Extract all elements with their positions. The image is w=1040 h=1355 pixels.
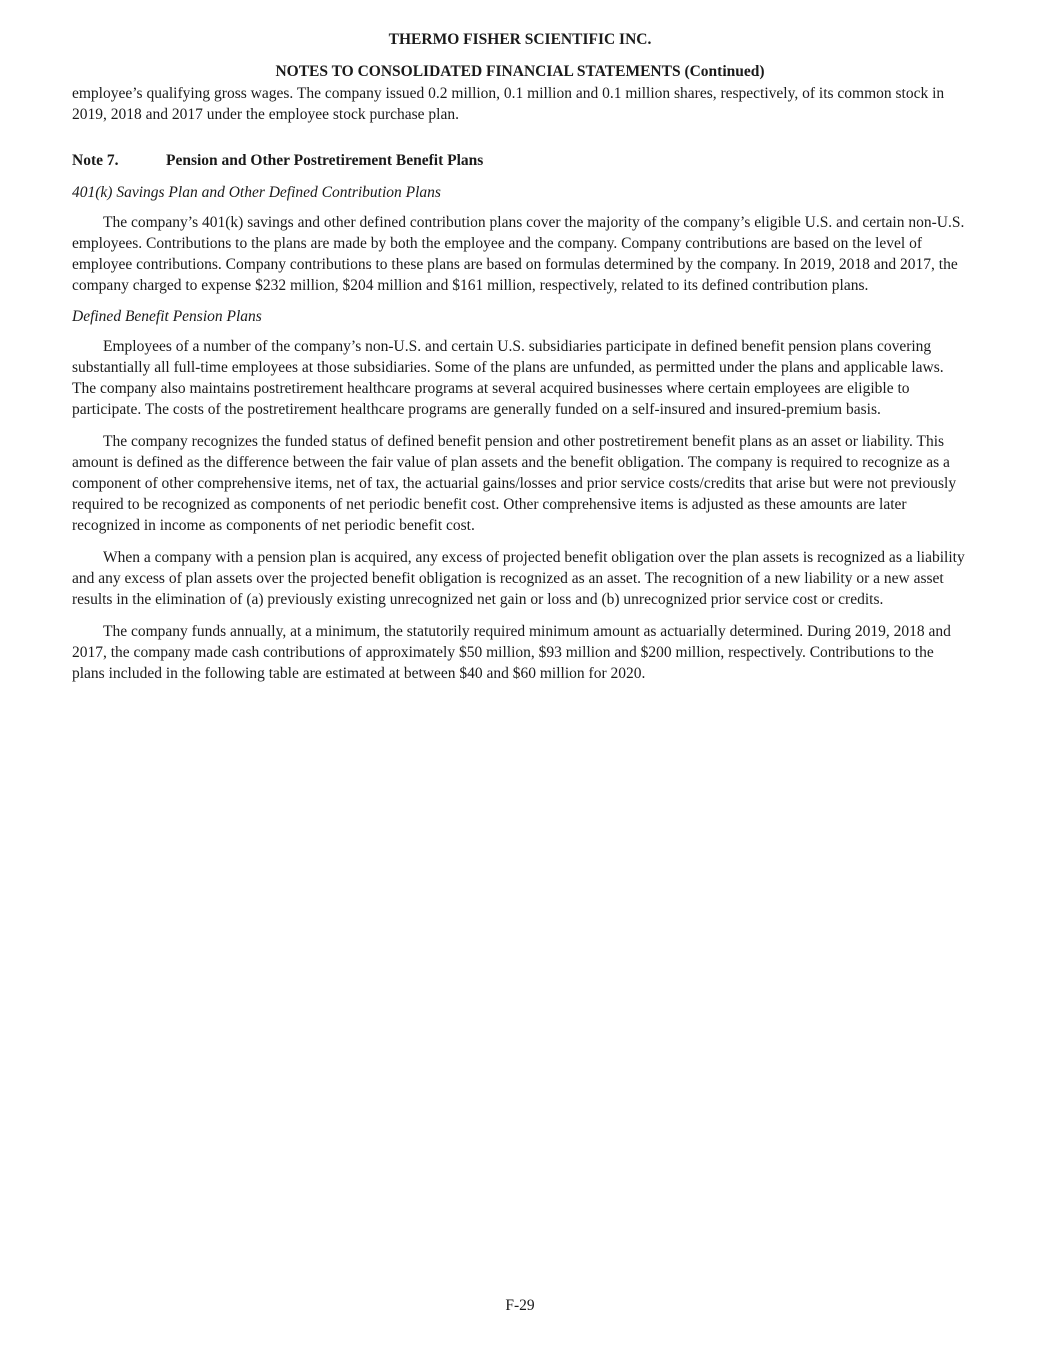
paragraph-defined-benefit-3: When a company with a pension plan is acquired, any excess of projected benefit obligation over the plan assets is recognized as a liability and any excess of plan assets over the projected benefit obligation is recognized as an asset. The recognition of a new liability or a new asset results in the elimination of (a) previously existing unrecognized net gain or loss and (b) unrecognized prior service cost or credits. xyxy=(72,549,965,608)
page-number: F-29 xyxy=(505,1297,535,1314)
paragraph-defined-benefit-2: The company recognizes the funded status of defined benefit pension and other postretirement benefit plans as an asset or liability. This amount is defined as the difference between the fair value of plan assets and the benefit obligation. The company is required to recognize as a component of other comprehensive items, net of tax, the actuarial gains/losses and prior service costs/credits that arise but were not previously required to be recognized as components of net periodic benefit cost. Other comprehensive items is adjusted as these amounts are later recognized in income as components of net periodic benefit cost. xyxy=(72,433,957,534)
note-number: Note 7. xyxy=(72,152,119,169)
paragraph-defined-contribution: The company’s 401(k) savings and other defined contribution plans cover the majority of the company’s eligible U.S. and certain non-U.S. employees. Contributions to the plans are made by both the employee and the company. Company contributions are based on the level of employee contributions. Company contributions to these plans are based on formulas determined by the company. In 2019, 2018 and 2017, the company charged to expense $232 million, $204 million and $161 million, respectively, related to its defined contribution plans. xyxy=(72,214,965,294)
paragraph-defined-benefit-1: Employees of a number of the company’s non-U.S. and certain U.S. subsidiaries participate in defined benefit pension plans covering substantially all full-time employees at those subsidiaries. Some of the plans are unfunded, as permitted under the plans and applicable laws. The company also maintains postretirement healthcare programs at several acquired businesses where certain employees are eligible to participate. The costs of the postretirement healthcare programs are generally funded on a self-insured and insured-premium basis. xyxy=(72,338,944,418)
document-page xyxy=(72,30,968,684)
company-name: THERMO FISHER SCIENTIFIC INC. xyxy=(388,31,652,48)
paragraph-defined-benefit-4: The company funds annually, at a minimum, the statutorily required minimum amount as actuarially determined. During 2019, 2018 and 2017, the company made cash contributions of approximately $50 million, $93 million and $200 million, respectively. Contributions to the plans included in the following table are estimated at between $40 and $60 million for 2020. xyxy=(72,623,951,682)
note-title: Pension and Other Postretirement Benefit Plans xyxy=(166,152,484,169)
section-heading-defined-contribution: 401(k) Savings Plan and Other Defined Contribution Plans xyxy=(72,184,441,201)
document-title: NOTES TO CONSOLIDATED FINANCIAL STATEMENTS (Continued) xyxy=(275,63,765,80)
section-heading-defined-benefit: Defined Benefit Pension Plans xyxy=(72,308,262,325)
intro-paragraph: employee’s qualifying gross wages. The company issued 0.2 million, 0.1 million and 0.1 million shares, respectively, of its common stock in 2019, 2018 and 2017 under the employee stock purchase plan. xyxy=(72,85,945,123)
note-heading xyxy=(72,151,968,171)
